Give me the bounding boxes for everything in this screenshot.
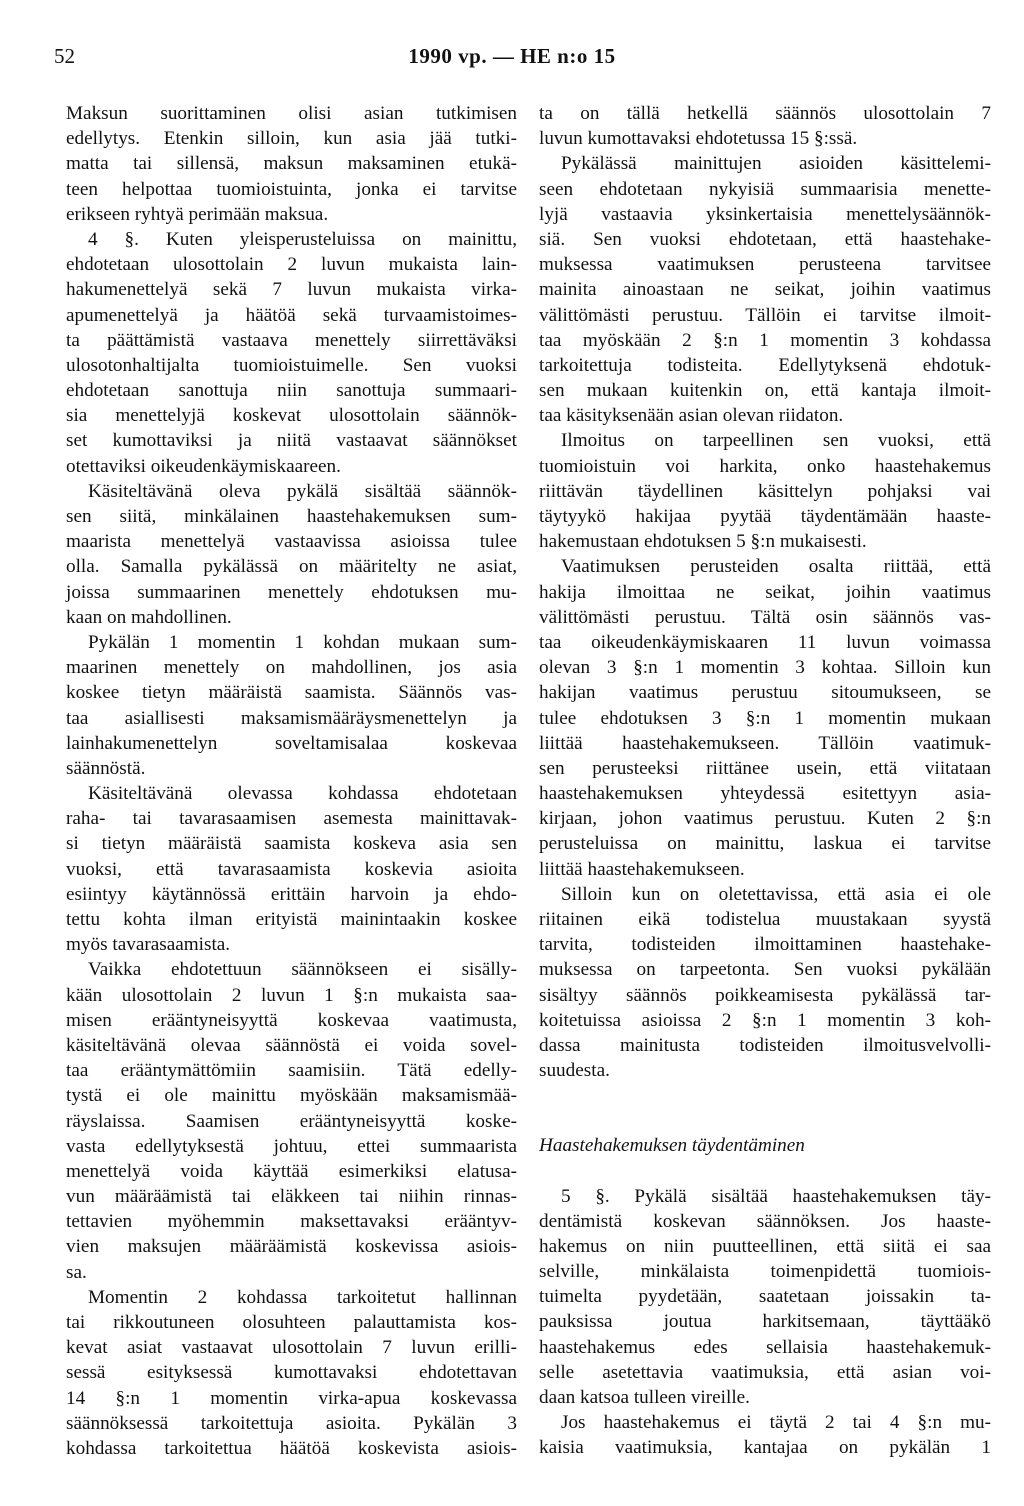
text-line: edellytys. Etenkin silloin, kun asia jää tutki- xyxy=(66,128,517,150)
text-line: kirjaan, johon vaatimus perustuu. Kuten 2 §:n xyxy=(539,808,991,830)
text-line: menettelyä voida käyttää esimerkiksi elatusa- xyxy=(66,1160,517,1182)
text-line: vun määräämistä tai eläkkeen tai niihin rinnas- xyxy=(66,1186,517,1208)
text-line: Käsiteltävänä oleva pykälä sisältää säännök- xyxy=(88,480,517,502)
text-line: selville, minkälaista toimenpidettä tuomiois- xyxy=(539,1261,991,1283)
text-line: luvun kumottavaksi ehdotetussa 15 §:ssä. xyxy=(539,128,858,150)
text-line: tarkoitettuja todisteita. Edellytyksenä ehdotuk- xyxy=(539,354,991,376)
text-line: matta tai sillensä, maksun maksaminen etukä- xyxy=(66,153,517,175)
text-line: dassa mainitusta todisteiden ilmoitusvelvolli- xyxy=(539,1034,991,1056)
text-line: kään ulosottolain 2 luvun 1 §:n mukaista saa- xyxy=(66,984,517,1006)
text-line: tarvita, todisteiden ilmoittaminen haastehake- xyxy=(539,934,991,956)
running-title: 1990 vp. — HE n:o 15 xyxy=(408,44,616,68)
text-line: koskee tietyn määräistä saamista. Säännös vas- xyxy=(66,682,517,704)
text-line: säännöstä. xyxy=(66,757,146,779)
text-line: kaan on mahdollinen. xyxy=(66,606,232,628)
text-line: myös tavarasaamista. xyxy=(66,934,231,956)
text-line: tettu kohta ilman erityistä mainintaakin koskee xyxy=(66,909,517,930)
text-line: Ilmoitus on tarpeellinen sen vuoksi, että xyxy=(561,430,991,452)
text-line: olevan 3 §:n 1 momentin 3 kohtaa. Silloin kun xyxy=(539,657,991,679)
text-line: joissa summaarinen menettely ehdotuksen mu- xyxy=(66,581,517,603)
text-line: tettavien myöhemmin maksettavaksi erääntyv- xyxy=(66,1211,517,1233)
text-line: taa oikeudenkäymiskaaren 11 luvun voimassa xyxy=(539,631,991,653)
text-line: muksessa on tarpeetonta. Sen vuoksi pykälään xyxy=(539,959,991,981)
text-line: käsiteltävänä olevaa säännöstä ei voida sovel- xyxy=(66,1034,517,1056)
text-line: mainita ainoastaan ne seikat, joihin vaatimus xyxy=(539,279,991,301)
text-line: siä. Sen vuoksi ehdotetaan, että haastehake- xyxy=(539,228,991,250)
text-line: si tietyn määräistä saamista koskeva asia sen xyxy=(66,833,517,855)
text-line: sen perusteeksi riittänee usein, että viitataan xyxy=(539,757,991,779)
text-line: Pykälässä mainittujen asioiden käsittelemi- xyxy=(561,153,991,175)
text-line: daan katsoa tulleen vireille. xyxy=(539,1387,750,1408)
text-line: misen erääntyneisyyttä koskevaa vaatimusta, xyxy=(66,1009,517,1031)
text-line: taa myöskään 2 §:n 1 momentin 3 kohdassa xyxy=(539,329,991,351)
text-line: Jos haastehakemus ei täytä 2 tai 4 §:n mu- xyxy=(561,1412,991,1434)
text-line: riittävän täydellinen käsittelyn pohjaksi vai xyxy=(539,480,991,502)
page-number: 52 xyxy=(54,44,75,68)
text-line: vuoksi, että tavarasaamista koskevia asioita xyxy=(66,858,517,880)
text-line: hakemustaan ehdotuksen 5 §:n mukaisesti. xyxy=(539,531,867,553)
text-line: 5 §. Pykälä sisältää haastehakemuksen täy- xyxy=(561,1185,991,1207)
text-line: Maksun suorittaminen olisi asian tutkimisen xyxy=(66,103,517,124)
text-line: taa asiallisesti maksamismääräysmenettelyn ja xyxy=(66,707,517,729)
text-line: Pykälän 1 momentin 1 kohdan mukaan sum- xyxy=(88,631,517,653)
text-line: raha- tai tavarasaamisen asemesta mainittavak- xyxy=(66,808,517,830)
text-line: liittää haastehakemukseen. xyxy=(539,858,745,880)
text-line: apumenettelyä ja häätöä sekä turvaamistoimes- xyxy=(66,304,517,326)
text-line: ta on tällä hetkellä säännös ulosottolain 7 xyxy=(539,103,991,124)
text-line: haastehakemuksen yhteydessä esitettyyn asia- xyxy=(539,783,991,805)
text-line: sa. xyxy=(66,1261,87,1283)
right-column-section-text xyxy=(539,1184,991,1461)
text-line: Vaatimuksen perusteiden osalta riittää, että xyxy=(561,556,991,578)
text-line: esiintyy käytännössä erittäin harvoin ja ehdo- xyxy=(66,883,517,905)
text-line: tuimelta pyydetään, saatetaan joissakin ta- xyxy=(539,1286,991,1308)
text-line: maarinen menettely on mahdollinen, jos asia xyxy=(66,657,517,679)
text-line: set kumottaviksi ja niitä vastaavat säännökset xyxy=(66,430,517,452)
text-line: hakumenettelyä sekä 7 luvun mukaista virka- xyxy=(66,279,517,301)
text-line: perusteluissa on mainittu, laskua ei tarvitse xyxy=(539,833,991,855)
text-line: otettaviksi oikeudenkäymiskaareen. xyxy=(66,455,341,477)
heading-gap xyxy=(539,1159,991,1184)
text-line: maarista menettelyä vastaavissa asioissa tulee xyxy=(66,531,517,553)
text-line: tulee ehdotuksen 3 §:n 1 momentin mukaan xyxy=(539,707,991,729)
text-line: kevat asiat vastaavat ulosottolain 7 luvun erilli- xyxy=(66,1337,517,1359)
text-line: tuomioistuin voi harkita, onko haastehakemus xyxy=(539,455,991,477)
text-line: ulosotonhaltijalta tuomioistuimelle. Sen vuoksi xyxy=(66,354,517,376)
text-line: välittömästi perustuu. Tällöin ei tarvitse ilmoit- xyxy=(539,304,991,326)
text-line: ehdotetaan sanottuja niin sanottuja summaari- xyxy=(66,380,517,402)
text-line: taa käsityksenään asian olevan riidaton. xyxy=(539,405,844,427)
text-line: pauksissa joutua harkitsemaan, täyttääkö xyxy=(539,1311,991,1333)
text-line: kaisia vaatimuksia, kantajaa on pykälän 1 xyxy=(539,1437,991,1459)
text-line: vasta edellytyksestä johtuu, ettei summaarista xyxy=(66,1135,517,1157)
text-line: hakemus on niin puutteellinen, että siitä ei saa xyxy=(539,1235,991,1257)
text-line: räyslaissa. Saamisen erääntyneisyyttä koske- xyxy=(66,1110,517,1132)
text-line: hakija ilmoittaa ne seikat, joihin vaatimus xyxy=(539,581,991,603)
text-line: haastehakemus edes sellaisia haastehakemuk- xyxy=(539,1336,991,1358)
text-line: tai rikkoutuneen olosuhteen palauttamista kos- xyxy=(66,1312,517,1333)
text-line: selle asetettavia vaatimuksia, että asian voi- xyxy=(539,1361,991,1383)
text-line: dentämistä koskevan säännöksen. Jos haaste- xyxy=(539,1210,991,1232)
text-line: vien maksujen määräämistä koskevissa asiois- xyxy=(66,1236,517,1258)
text-line: sessä esityksessä kumottavaksi ehdotettavan xyxy=(66,1362,517,1384)
text-line: sen siitä, minkälainen haastehakemuksen sum- xyxy=(66,506,517,527)
text-line: 14 §:n 1 momentin virka-apua koskevassa xyxy=(66,1387,517,1409)
text-line: liittää haastehakemukseen. Tällöin vaatimuk- xyxy=(539,732,991,754)
text-line: Silloin kun on oletettavissa, että asia ei ole xyxy=(561,883,991,905)
text-line: sen mukaan kuitenkin on, että kantaja ilmoit- xyxy=(539,380,991,402)
text-line: olla. Samalla pykälässä on määritelty ne asiat, xyxy=(66,556,517,578)
text-line: täytyykö hakijaa pyytää täydentämään haaste- xyxy=(539,506,991,527)
text-line: Momentin 2 kohdassa tarkoitetut hallinnan xyxy=(88,1286,517,1308)
text-line: koitetuissa asioissa 2 §:n 1 momentin 3 koh- xyxy=(539,1009,991,1031)
text-line: hakijan vaatimus perustuu sitoumukseen, se xyxy=(539,682,991,704)
text-line: muksessa vaatimuksen perusteena tarvitsee xyxy=(539,254,991,276)
text-line: säännöksessä tarkoitettuja asioita. Pykälän 3 xyxy=(66,1412,517,1434)
text-line: riitainen eikä todistelua muustakaan syystä xyxy=(539,909,991,930)
text-line: tystä ei ole mainittu myöskään maksamismää- xyxy=(66,1085,517,1107)
section-heading: Haastehakemuksen täydentäminen xyxy=(539,1135,805,1157)
text-line: ta päättämistä vastaava menettely siirrettäväksi xyxy=(66,329,517,351)
text-line: teen helpottaa tuomioistuinta, jonka ei tarvitse xyxy=(66,178,517,200)
text-line: ehdotetaan ulosottolain 2 luvun mukaista lain- xyxy=(66,254,517,276)
text-line: Käsiteltävänä olevassa kohdassa ehdotetaan xyxy=(88,783,517,805)
text-line: suudesta. xyxy=(539,1060,610,1082)
text-line: sisältyy säännös poikkeamisesta pykälässä tar- xyxy=(539,984,991,1006)
text-line: taa erääntymättömiin saamisiin. Tätä edelly- xyxy=(66,1060,517,1082)
text-line: Vaikka ehdotettuun säännökseen ei sisälly- xyxy=(88,959,517,981)
left-column xyxy=(66,101,517,1461)
text-line: 4 §. Kuten yleisperusteluissa on mainittu, xyxy=(88,228,517,250)
section-gap xyxy=(539,1083,991,1133)
page-header xyxy=(0,44,1024,74)
right-column xyxy=(539,101,991,1461)
text-line: seen ehdotetaan nykyisiä summaarisia menette- xyxy=(539,178,991,200)
text-line: kohdassa tarkoitettua häätöä koskevista asiois- xyxy=(66,1437,517,1459)
text-line: välittömästi perustuu. Tältä osin säännös vas- xyxy=(539,606,991,628)
text-line: sia menettelyjä koskevat ulosottolain säännök- xyxy=(66,405,517,427)
text-line: erikseen ryhtyä perimään maksua. xyxy=(66,203,329,225)
text-line: lyjä vastaavia yksinkertaisia menettelysäännök- xyxy=(539,203,991,225)
text-line: lainhakumenettelyn soveltamisalaa koskevaa xyxy=(66,732,517,754)
right-column-text xyxy=(539,101,991,1083)
